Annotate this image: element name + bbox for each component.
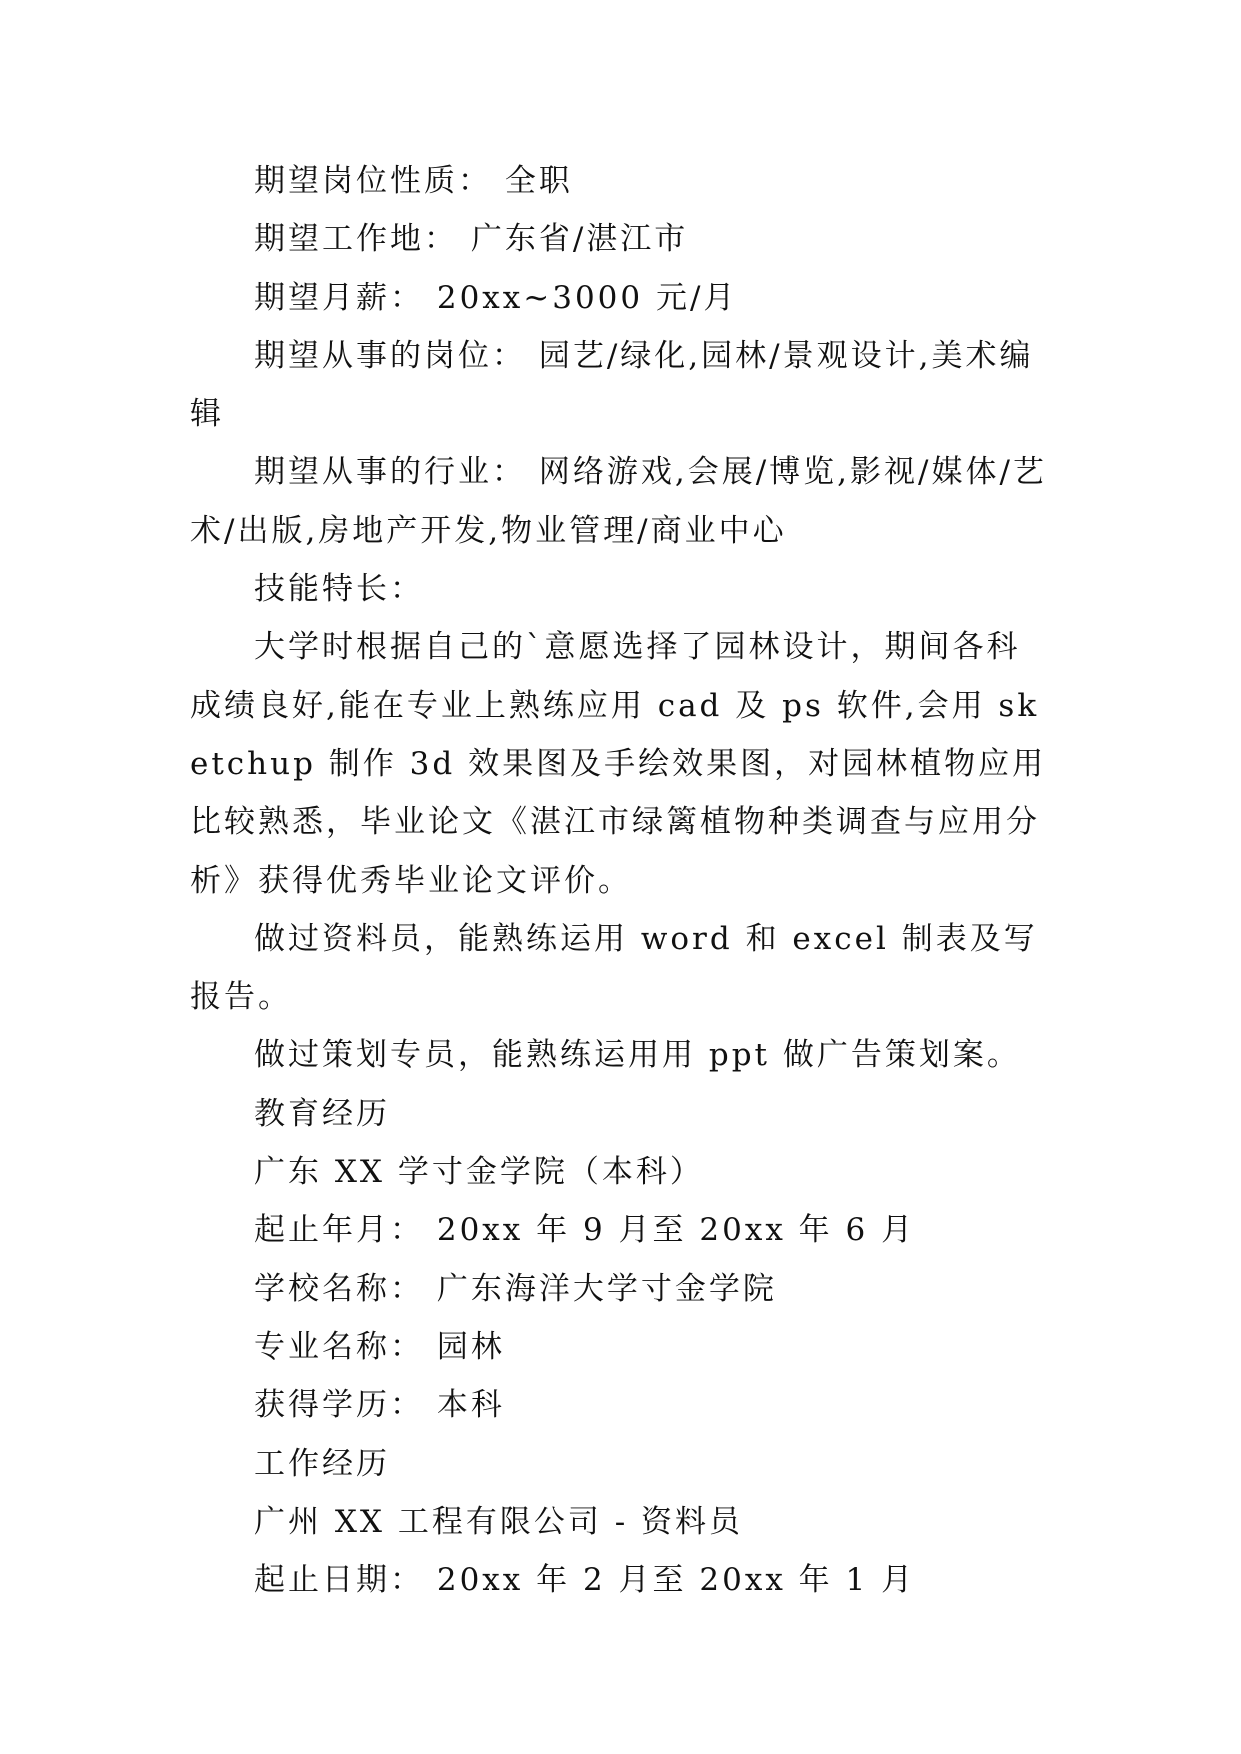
education-school-title: 广东 XX 学寸金学院（本科） <box>254 1154 704 1191</box>
skills-clerk: 做过资料员，能熟练运用 word 和 excel 制表及写报告。 <box>190 920 1038 1016</box>
skills-description: 大学时根据自己的`意愿选择了园林设计，期间各科成绩良好,能在专业上熟练应用 cad 及 ps 软件,会用 sketchup 制作 3d 效果图及手绘效果图，对园林植物应用比较熟悉，毕业论文《湛江市绿篱植物种类调查与应用分析》获得优秀毕业论文评价。 <box>190 629 1047 899</box>
document-body <box>190 152 1052 1609</box>
education-school-name: 学校名称： 广东海洋大学寸金学院 <box>254 1270 777 1307</box>
education-degree: 获得学历： 本科 <box>254 1387 505 1424</box>
expected-job-type: 期望岗位性质： 全职 <box>254 163 573 199</box>
work-heading: 工作经历 <box>254 1445 390 1482</box>
skills-heading: 技能特长： <box>254 571 424 608</box>
work-company: 广州 XX 工程有限公司 - 资料员 <box>254 1503 744 1540</box>
expected-salary: 期望月薪： 20xx~3000 元/月 <box>254 279 738 316</box>
skills-planner: 做过策划专员，能熟练运用用 ppt 做广告策划案。 <box>254 1037 1021 1074</box>
work-period: 起止日期： 20xx 年 2 月至 20xx 年 1 月 <box>254 1562 916 1599</box>
expected-position: 期望从事的岗位： 园艺/绿化,园林/景观设计,美术编辑 <box>190 337 1034 433</box>
expected-industry: 期望从事的行业： 网络游戏,会展/博览,影视/媒体/艺术/出版,房地产开发,物业管理/商业中心 <box>190 454 1047 549</box>
expected-work-location: 期望工作地： 广东省/湛江市 <box>254 221 689 258</box>
education-major: 专业名称： 园林 <box>254 1328 505 1365</box>
education-heading: 教育经历 <box>254 1095 390 1132</box>
education-period: 起止年月： 20xx 年 9 月至 20xx 年 6 月 <box>254 1212 916 1249</box>
